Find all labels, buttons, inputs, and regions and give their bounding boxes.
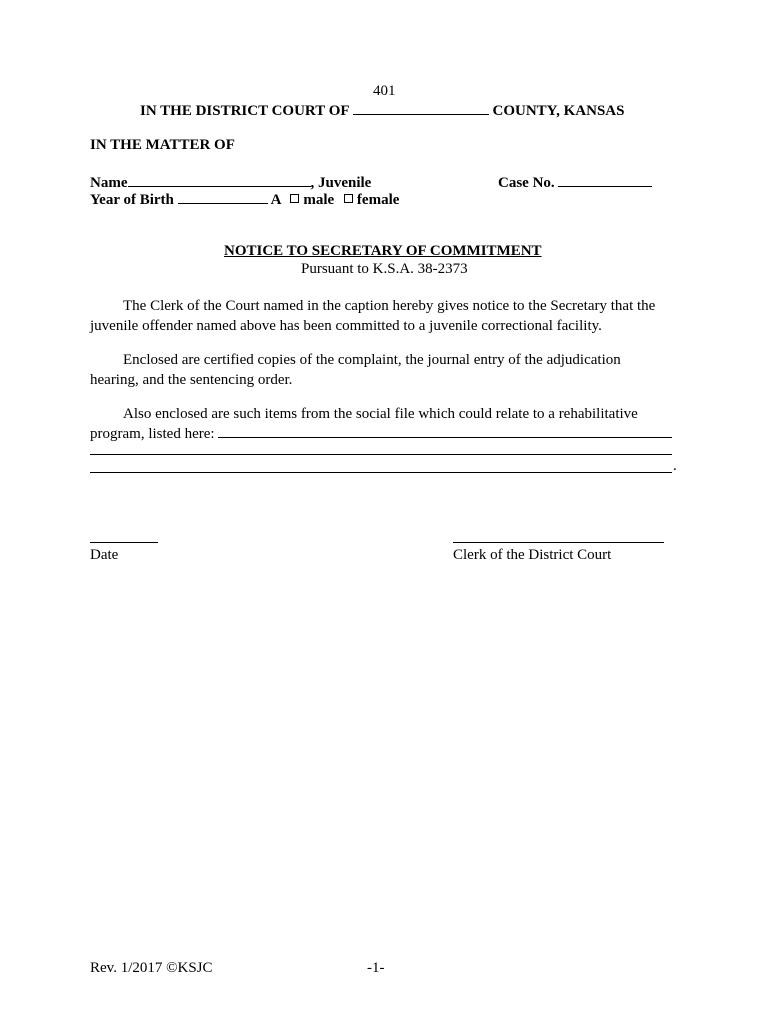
case-label: Case No. bbox=[498, 175, 555, 191]
paragraph-3 bbox=[90, 404, 678, 444]
items-blank-2[interactable] bbox=[90, 454, 672, 455]
clerk-signature-line[interactable] bbox=[453, 542, 664, 543]
form-number: 401 bbox=[373, 83, 396, 99]
case-row bbox=[498, 173, 652, 192]
paragraph-1-line-2: juvenile offender named above has been committed to a juvenile correctional facility. bbox=[90, 318, 602, 334]
paragraph-3-line-2: program, listed here: bbox=[90, 426, 215, 442]
paragraph-1 bbox=[90, 296, 678, 336]
paragraph-3-line-1: Also enclosed are such items from the social file which could relate to a rehabilitative bbox=[123, 406, 638, 422]
paragraph-2 bbox=[90, 350, 678, 390]
clerk-label: Clerk of the District Court bbox=[453, 547, 612, 563]
male-label: male bbox=[303, 192, 335, 208]
name-label: Name bbox=[90, 175, 128, 191]
paragraph-2-line-2: hearing, and the sentencing order. bbox=[90, 372, 293, 388]
date-label: Date bbox=[90, 547, 119, 563]
matter-heading: IN THE MATTER OF bbox=[90, 137, 235, 153]
paragraph-2-line-1: Enclosed are certified copies of the complaint, the journal entry of the adjudication bbox=[123, 352, 621, 368]
birth-row bbox=[90, 190, 399, 209]
a-label: A bbox=[270, 192, 281, 208]
female-checkbox[interactable] bbox=[344, 194, 353, 203]
year-of-birth-label: Year of Birth bbox=[90, 192, 174, 208]
female-label: female bbox=[356, 192, 400, 208]
case-number-blank[interactable] bbox=[558, 173, 652, 187]
name-blank[interactable] bbox=[128, 173, 311, 187]
revision-footer: Rev. 1/2017 ©KSJC bbox=[90, 960, 213, 976]
date-signature-line[interactable] bbox=[90, 542, 158, 543]
juvenile-label: , Juvenile bbox=[310, 175, 372, 191]
notice-title: NOTICE TO SECRETARY OF COMMITMENT bbox=[224, 243, 542, 259]
court-caption-prefix: IN THE DISTRICT COURT OF bbox=[140, 103, 349, 119]
male-checkbox[interactable] bbox=[290, 194, 299, 203]
page-number: -1- bbox=[367, 960, 385, 976]
court-caption bbox=[140, 101, 624, 120]
notice-subtitle: Pursuant to K.S.A. 38-2373 bbox=[301, 261, 468, 277]
items-blank-3[interactable] bbox=[90, 472, 672, 473]
paragraph-1-line-1: The Clerk of the Court named in the caption hereby gives notice to the Secretary that the bbox=[123, 298, 656, 314]
year-of-birth-blank[interactable] bbox=[178, 190, 268, 204]
court-caption-suffix: COUNTY, KANSAS bbox=[492, 103, 625, 119]
items-period: . bbox=[673, 458, 677, 474]
items-blank-1[interactable] bbox=[218, 437, 672, 438]
county-blank[interactable] bbox=[353, 101, 489, 115]
